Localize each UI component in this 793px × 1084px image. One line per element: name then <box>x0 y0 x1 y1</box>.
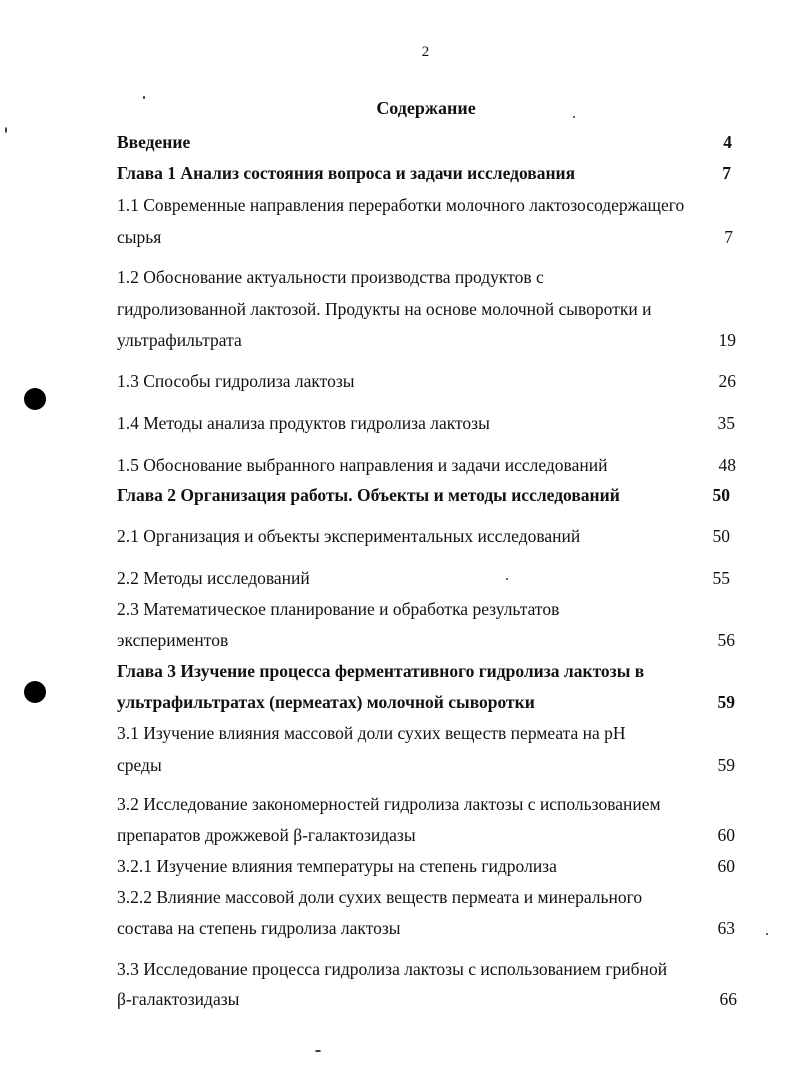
toc-entry-continuation: среды <box>117 755 162 775</box>
toc-entry-continuation: препаратов дрожжевой β-галактозидазы <box>117 825 416 845</box>
toc-entry-section-2-1[interactable]: 2.1 Организация и объекты экспериментальных исследований <box>117 526 581 546</box>
toc-page-number: 60 <box>717 856 735 876</box>
toc-entry-continuation: ультрафильтратах (пермеатах) молочной сыворотки <box>117 692 535 712</box>
toc-entry-section-3-1[interactable]: 3.1 Изучение влияния массовой доли сухих веществ пермеата на pH <box>117 723 626 743</box>
scan-speck <box>5 127 7 133</box>
scan-speck <box>573 116 575 118</box>
toc-page-number: 59 <box>717 692 735 712</box>
toc-entry-section-1-5[interactable]: 1.5 Обоснование выбранного направления и задачи исследований <box>117 455 608 475</box>
toc-page-number: 7 <box>724 227 733 247</box>
toc-entry-section-1-4[interactable]: 1.4 Методы анализа продуктов гидролиза лактозы <box>117 413 490 433</box>
toc-page-number: 26 <box>718 371 736 391</box>
toc-entry-continuation: β-галактозидазы <box>117 989 240 1009</box>
toc-entry-section-3-2-1[interactable]: 3.2.1 Изучение влияния температуры на степень гидролиза <box>117 856 557 876</box>
page-number: 2 <box>421 44 430 60</box>
toc-entry-continuation: гидролизованной лактозой. Продукты на основе молочной сыворотки и <box>117 299 652 319</box>
toc-page-number: 56 <box>717 630 735 650</box>
toc-page-number: 35 <box>717 413 735 433</box>
toc-entry-section-1-1[interactable]: 1.1 Современные направления переработки молочного лактозосодержащего <box>117 195 685 215</box>
scan-speck <box>506 578 508 580</box>
toc-entry-section-3-2-2[interactable]: 3.2.2 Влияние массовой доли сухих веществ пермеата и минерального <box>117 887 643 907</box>
toc-page-number: 60 <box>717 825 735 845</box>
scan-speck <box>143 96 145 99</box>
toc-entry-chapter-3[interactable]: Глава 3 Изучение процесса ферментативного гидролиза лактозы в <box>117 661 645 681</box>
toc-page-number: 66 <box>719 989 737 1009</box>
toc-entry-chapter-1[interactable]: Глава 1 Анализ состояния вопроса и задачи исследования <box>117 163 576 183</box>
toc-entry-continuation: состава на степень гидролиза лактозы <box>117 918 401 938</box>
toc-entry-section-2-2[interactable]: 2.2 Методы исследований <box>117 568 310 588</box>
scan-speck <box>766 933 768 935</box>
toc-entry-section-3-2[interactable]: 3.2 Исследование закономерностей гидролиза лактозы с использованием <box>117 794 661 814</box>
toc-page-number: 4 <box>723 132 732 152</box>
toc-entry-continuation: ультрафильтрата <box>117 330 242 350</box>
punch-hole <box>24 388 46 410</box>
toc-page-number: 7 <box>722 163 731 183</box>
toc-entry-section-3-3[interactable]: 3.3 Исследование процесса гидролиза лактозы с использованием грибной <box>117 959 668 979</box>
toc-page-number: 19 <box>718 330 736 350</box>
toc-entry-section-1-3[interactable]: 1.3 Способы гидролиза лактозы <box>117 371 355 391</box>
toc-page-number: 50 <box>712 485 730 505</box>
toc-page-number: 63 <box>717 918 735 938</box>
page-title: Содержание <box>376 98 476 118</box>
toc-entry-section-2-3[interactable]: 2.3 Математическое планирование и обработка результатов <box>117 599 560 619</box>
toc-entry-section-1-2[interactable]: 1.2 Обоснование актуальности производства продуктов с <box>117 267 544 287</box>
punch-hole <box>24 681 46 703</box>
toc-page-number: 55 <box>712 568 730 588</box>
toc-page-number: 59 <box>717 755 735 775</box>
toc-entry-chapter-2[interactable]: Глава 2 Организация работы. Объекты и методы исследований <box>117 485 620 505</box>
toc-page-number: 48 <box>718 455 736 475</box>
toc-entry-continuation: сырья <box>117 227 162 247</box>
toc-entry-introduction[interactable]: Введение <box>117 132 191 152</box>
scan-speck <box>315 1050 321 1052</box>
toc-entry-continuation: экспериментов <box>117 630 229 650</box>
toc-page-number: 50 <box>712 526 730 546</box>
